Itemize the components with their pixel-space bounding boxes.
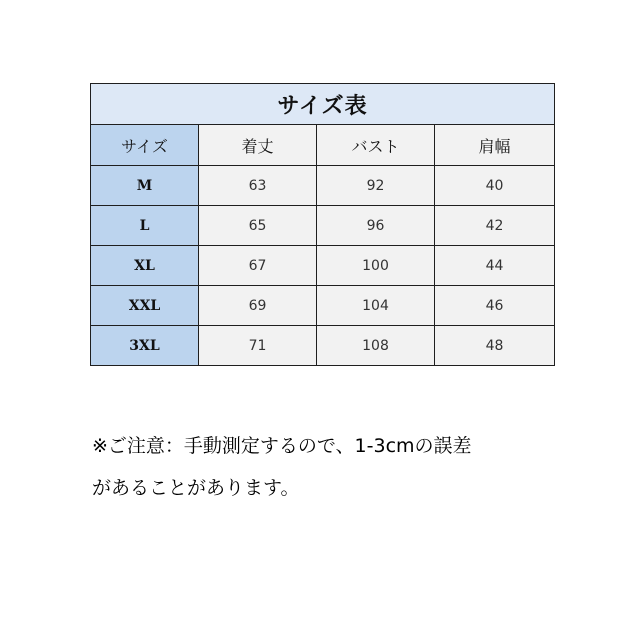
note-line-1: ※ご注意：手動測定するので、1-3cmの誤差 — [92, 435, 472, 457]
table-row — [91, 166, 555, 206]
table-row — [91, 246, 555, 286]
shoulder-value: 40 — [435, 166, 555, 206]
length-value: 69 — [199, 286, 317, 326]
length-value: 71 — [199, 326, 317, 366]
table-row — [91, 206, 555, 246]
header-length: 着丈 — [199, 125, 317, 166]
shoulder-value: 48 — [435, 326, 555, 366]
length-value: 65 — [199, 206, 317, 246]
table-title: サイズ表 — [91, 84, 555, 125]
shoulder-value: 44 — [435, 246, 555, 286]
size-label: XL — [91, 246, 199, 286]
measurement-note — [92, 425, 612, 509]
size-table — [90, 83, 555, 366]
bust-value: 92 — [317, 166, 435, 206]
size-label: 3XL — [91, 326, 199, 366]
header-bust: バスト — [317, 125, 435, 166]
bust-value: 100 — [317, 246, 435, 286]
title-row — [91, 84, 555, 125]
table-row — [91, 326, 555, 366]
note-line-2: があることがあります。 — [92, 477, 300, 499]
header-size: サイズ — [91, 125, 199, 166]
header-shoulder: 肩幅 — [435, 125, 555, 166]
shoulder-value: 46 — [435, 286, 555, 326]
table-row — [91, 286, 555, 326]
shoulder-value: 42 — [435, 206, 555, 246]
header-row — [91, 125, 555, 166]
bust-value: 108 — [317, 326, 435, 366]
bust-value: 96 — [317, 206, 435, 246]
length-value: 63 — [199, 166, 317, 206]
size-label: L — [91, 206, 199, 246]
length-value: 67 — [199, 246, 317, 286]
bust-value: 104 — [317, 286, 435, 326]
size-label: XXL — [91, 286, 199, 326]
size-label: M — [91, 166, 199, 206]
